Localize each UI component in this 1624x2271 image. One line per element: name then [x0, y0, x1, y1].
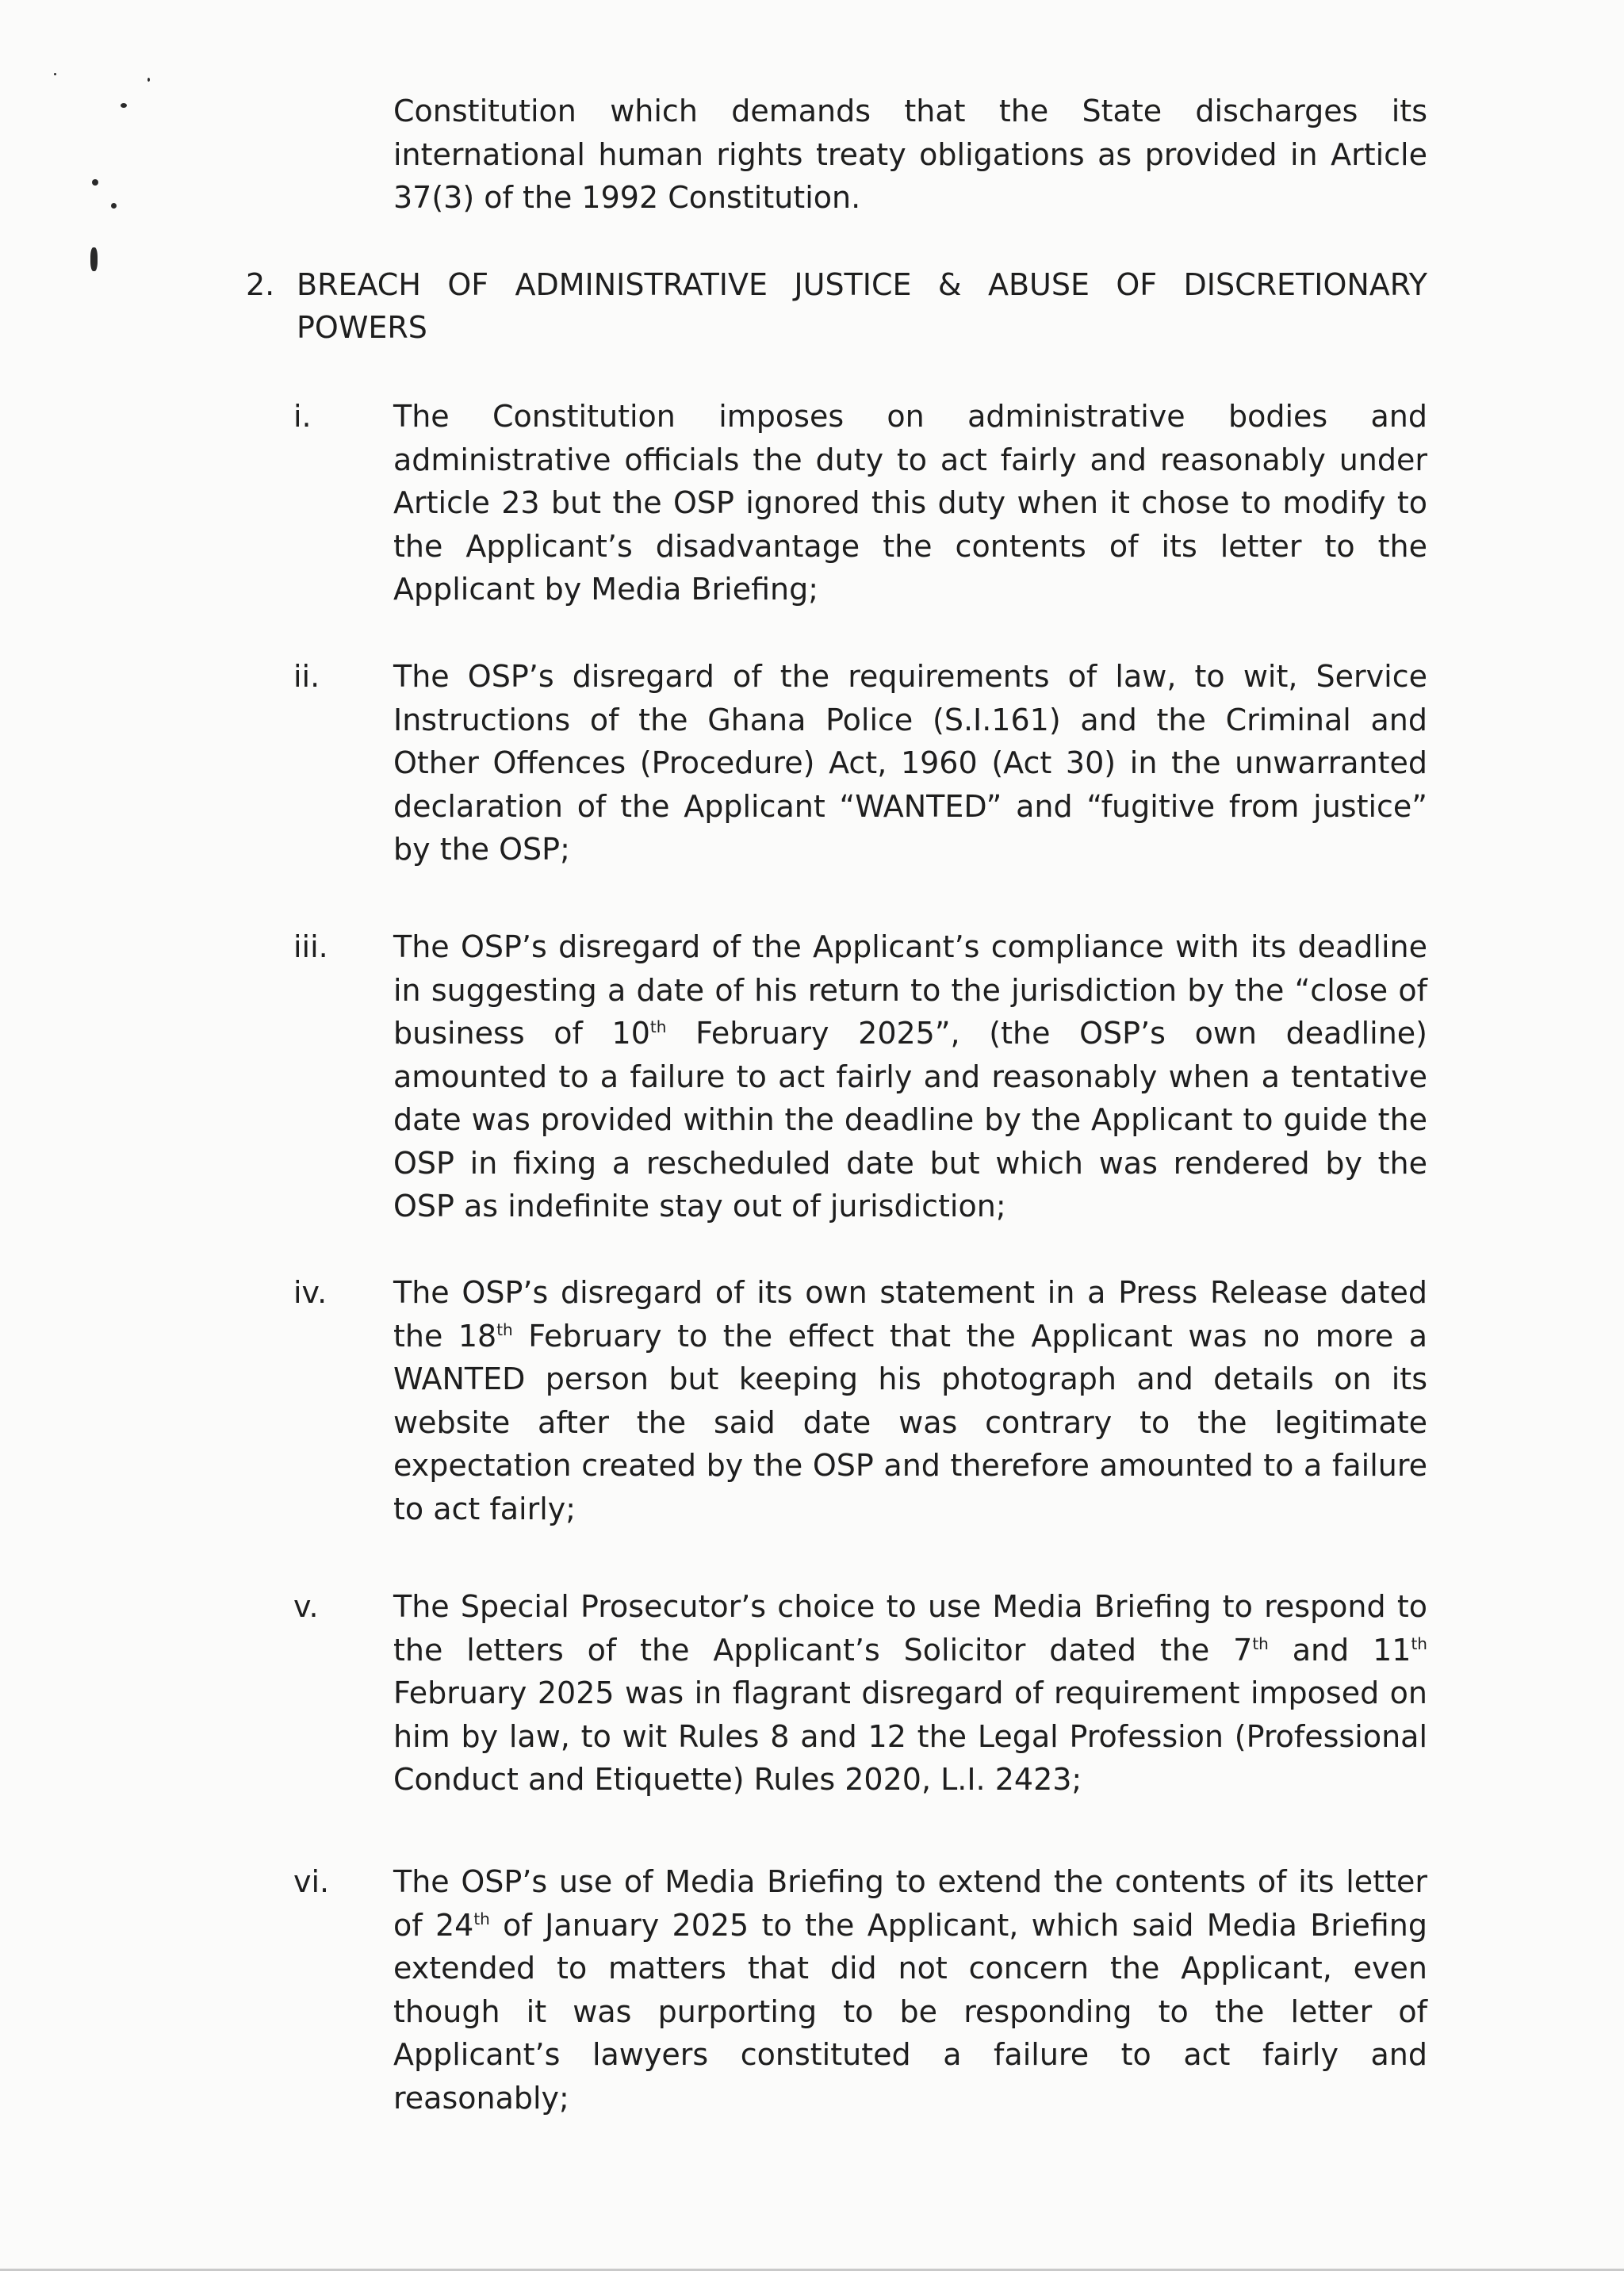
scan-speck — [90, 247, 98, 271]
intro-paragraph: Constitution which demands that the State discharges its international human rights treaty obligations as provided in Article 37(3) of the 1992 Constitution. — [393, 94, 1427, 215]
item-text: The Constitution imposes on administrative bodies and administrative officials the duty to act fairly and reasonably under Article 23 but the OSP ignored this duty when it chose to modify to the Applicant’s disadvantage the contents of its letter to the Applicant by Media Briefing; — [393, 399, 1427, 607]
section-title: BREACH OF ADMINISTRATIVE JUSTICE & ABUSE OF DISCRETIONARY POWERS — [297, 267, 1427, 345]
list-item — [293, 1271, 1427, 1530]
item-text: The OSP’s disregard of its own statement in a Press Release dated the 18th February to the effect that the Applicant was no more a WANTED person but keeping his photograph and details on its website after the said date was contrary to the legitimate expectation created by the OSP and therefore amounted to a failure to act fairly; — [393, 1275, 1428, 1526]
item-text: The Special Prosecutor’s choice to use Media Briefing to respond to the letters of the Applicant’s Solicitor dated the 7th and 11th February 2025 was in flagrant disregard of requirement imposed on him by law, to wit Rules 8 and 12 the Legal Profession (Professional Conduct and Etiquette) Rules 2020, L.I. 2423; — [393, 1589, 1427, 1797]
item-numeral: ii. — [293, 659, 320, 694]
scan-speck — [111, 203, 117, 209]
list-item — [293, 1860, 1427, 2120]
item-text: The OSP’s use of Media Briefing to extend the contents of its letter of 24th of January 2025 to the Applicant, which said Media Briefing extended to matters that did not concern the Applicant, even though it was purporting to be responding to the letter of Applicant’s lawyers constituted a failure to act fairly and reasonably; — [393, 1864, 1427, 2116]
item-numeral: iv. — [293, 1275, 327, 1310]
scan-speck — [92, 179, 98, 186]
list-item — [293, 925, 1427, 1228]
scan-speck — [54, 73, 56, 75]
item-numeral: vi. — [293, 1864, 330, 1899]
item-text: The OSP’s disregard of the requirements of law, to wit, Service Instructions of the Ghana Police (S.I.161) and the Criminal and Other Offences (Procedure) Act, 1960 (Act 30) in the unwarranted declaration of the Applicant “WANTED” and “fugitive from justice” by the OSP; — [393, 659, 1427, 867]
section-heading — [246, 263, 1427, 349]
item-numeral: v. — [293, 1589, 319, 1624]
item-numeral: i. — [293, 399, 312, 434]
item-text: The OSP’s disregard of the Applicant’s compliance with its deadline in suggesting a date of his return to the jurisdiction by the “close of business of 10th February 2025”, (the OSP’s own deadline) amounted to a failure to act fairly and reasonably when a tentative date was provided within the deadline by the Applicant to guide the OSP in fixing a rescheduled date but which was rendered by the OSP as indefinite stay out of jurisdiction; — [393, 929, 1427, 1224]
list-item — [293, 1585, 1427, 1802]
list-item — [293, 655, 1427, 871]
section-number: 2. — [246, 267, 275, 302]
list-item — [293, 395, 1427, 611]
scan-speck — [121, 103, 127, 108]
scan-speck — [147, 78, 150, 82]
item-numeral: iii. — [293, 929, 328, 964]
